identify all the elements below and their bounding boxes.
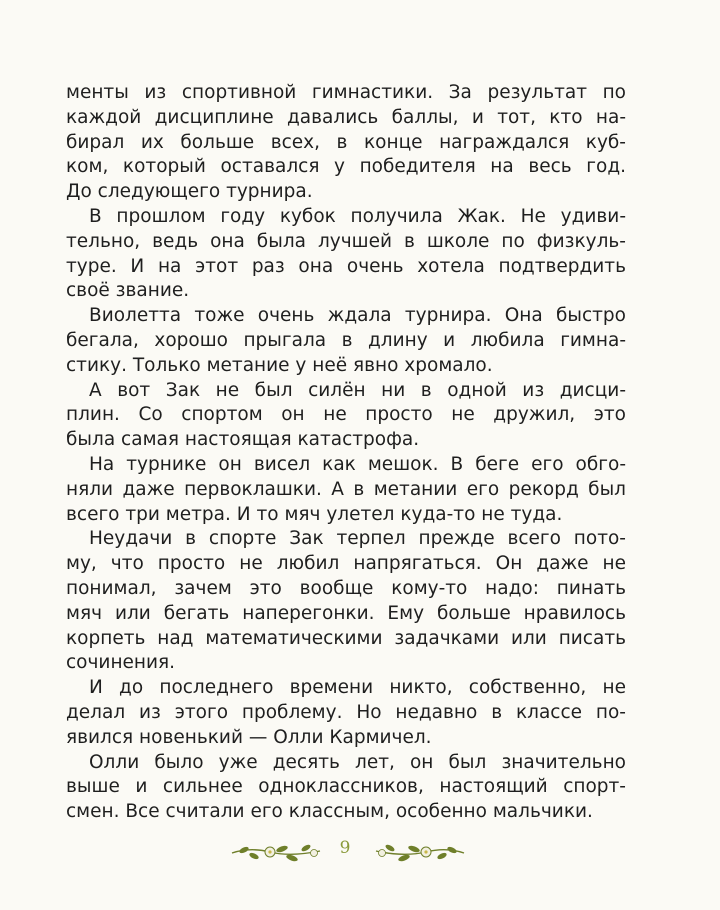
text-line: явился новенький — Олли Кармичел. <box>66 726 432 748</box>
text-line: туре. И на этот раз она очень хотела подтвердить <box>66 255 626 277</box>
text-line: стику. Только метание у неё явно хромало. <box>66 354 493 376</box>
floral-ornament-icon <box>230 839 322 865</box>
text-line: корпеть над математическими задачками или писать <box>66 627 626 649</box>
text-line: менты из спортивной гимнастики. За результат по <box>66 82 626 103</box>
text-line: ком, который оставался у победителя на весь год. <box>66 156 626 178</box>
text-line: И до последнего времени никто, собственно, не <box>89 677 626 699</box>
text-line: На турнике он висел как мешок. В беге его обго- <box>89 454 626 475</box>
text-line: Неудачи в спорте Зак терпел прежде всего пото- <box>89 528 626 550</box>
text-line: плин. Со спортом он не просто не дружил, это <box>66 404 626 426</box>
text-line: сочинения. <box>66 652 176 674</box>
text-line: му, что просто не любил напрягаться. Он даже не <box>66 553 626 575</box>
text-line: До следующего турнира. <box>66 181 313 203</box>
text-line: выше и сильнее одноклассников, настоящий спорт- <box>66 776 626 798</box>
text-line: своё звание. <box>66 280 190 302</box>
text-line: В прошлом году кубок получила Жак. Не удиви- <box>89 206 626 227</box>
text-line: была самая настоящая катастрофа. <box>66 429 420 451</box>
text-line: бирал их больше всех, в конце награждался куб- <box>66 131 626 153</box>
text-line: Олли было уже десять лет, он был значительно <box>89 751 626 773</box>
text-line: Виолетта тоже очень ждала турнира. Она быстро <box>89 305 626 327</box>
text-line: бегала, хорошо прыгала в длину и любила гимна- <box>66 330 626 351</box>
text-line: каждой дисциплине давались баллы, и тот, кто на- <box>66 106 626 128</box>
page-footer <box>0 835 720 865</box>
text-line: делал из этого проблему. Но недавно в классе по- <box>66 702 626 723</box>
text-line: всего три метра. И то мяч улетел куда-то не туда. <box>66 503 563 525</box>
page-number: 9 <box>339 838 351 858</box>
text-line: няли даже первоклашки. А в метании его рекорд был <box>66 478 626 500</box>
text-line: понимал, зачем это вообще кому-то надо: пинать <box>66 578 626 599</box>
text-line: тельно, ведь она была лучшей в школе по физкуль- <box>66 230 626 252</box>
text-line: А вот Зак не был силён ни в одной из дисци- <box>89 379 626 401</box>
text-line: мяч или бегать наперегонки. Ему больше нравилось <box>66 602 626 624</box>
floral-ornament-icon <box>374 839 466 865</box>
text-line: смен. Все считали его классным, особенно мальчики. <box>66 801 593 823</box>
